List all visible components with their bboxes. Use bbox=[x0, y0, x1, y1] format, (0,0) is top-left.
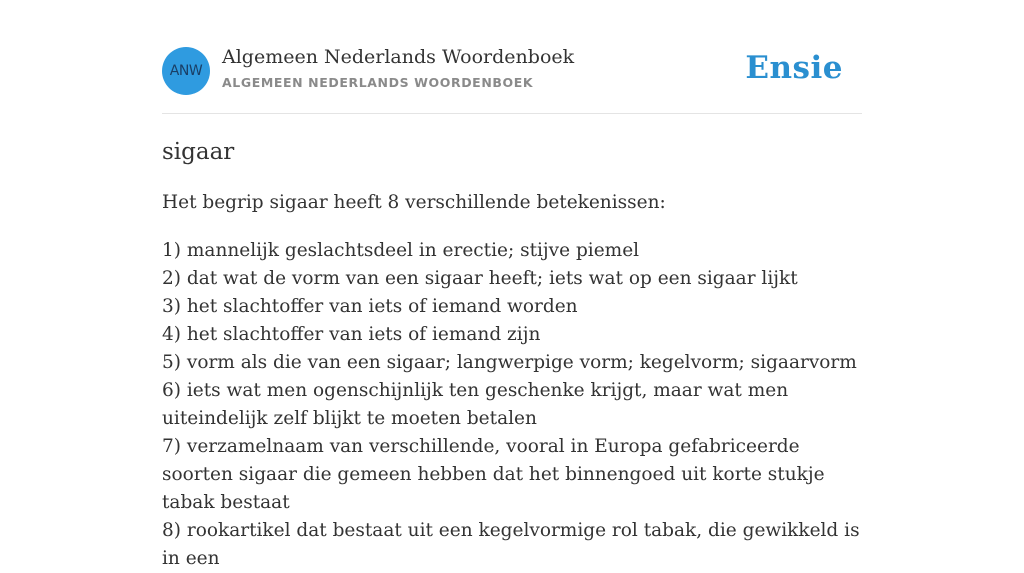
meaning-item: 7) verzamelnaam van verschillende, vooral in Europa gefabriceerde soorten sigaar die gemeen hebben dat het binnengoed uit korte stukje tabak bestaat bbox=[162, 436, 825, 513]
meanings-list bbox=[162, 237, 862, 573]
source-subtitle: ALGEMEEN NEDERLANDS WOORDENBOEK bbox=[222, 75, 534, 90]
source-title[interactable]: Algemeen Nederlands Woordenboek bbox=[222, 46, 575, 68]
meaning-item: 8) rookartikel dat bestaat uit een kegelvormige rol tabak, die gewikkeld is in een bbox=[162, 520, 860, 569]
entry-term: sigaar bbox=[162, 139, 235, 165]
logo-text: ANW bbox=[169, 63, 203, 79]
page bbox=[162, 0, 862, 569]
meaning-item: 3) het slachtoffer van iets of iemand worden bbox=[162, 296, 578, 317]
header bbox=[162, 0, 862, 114]
source-logo[interactable] bbox=[162, 47, 210, 95]
meaning-item: 6) iets wat men ogenschijnlijk ten geschenke krijgt, maar wat men uiteindelijk zelf blijkt te moeten betalen bbox=[162, 380, 789, 429]
meaning-item: 5) vorm als die van een sigaar; langwerpige vorm; kegelvorm; sigaarvorm bbox=[162, 352, 857, 373]
meaning-item: 2) dat wat de vorm van een sigaar heeft; iets wat op een sigaar lijkt bbox=[162, 268, 798, 289]
entry-intro: Het begrip sigaar heeft 8 verschillende betekenissen: bbox=[162, 192, 666, 213]
meaning-item: 4) het slachtoffer van iets of iemand zijn bbox=[162, 324, 541, 345]
brand-logo[interactable]: Ensie bbox=[745, 50, 843, 86]
meaning-item: 1) mannelijk geslachtsdeel in erectie; stijve piemel bbox=[162, 240, 640, 261]
